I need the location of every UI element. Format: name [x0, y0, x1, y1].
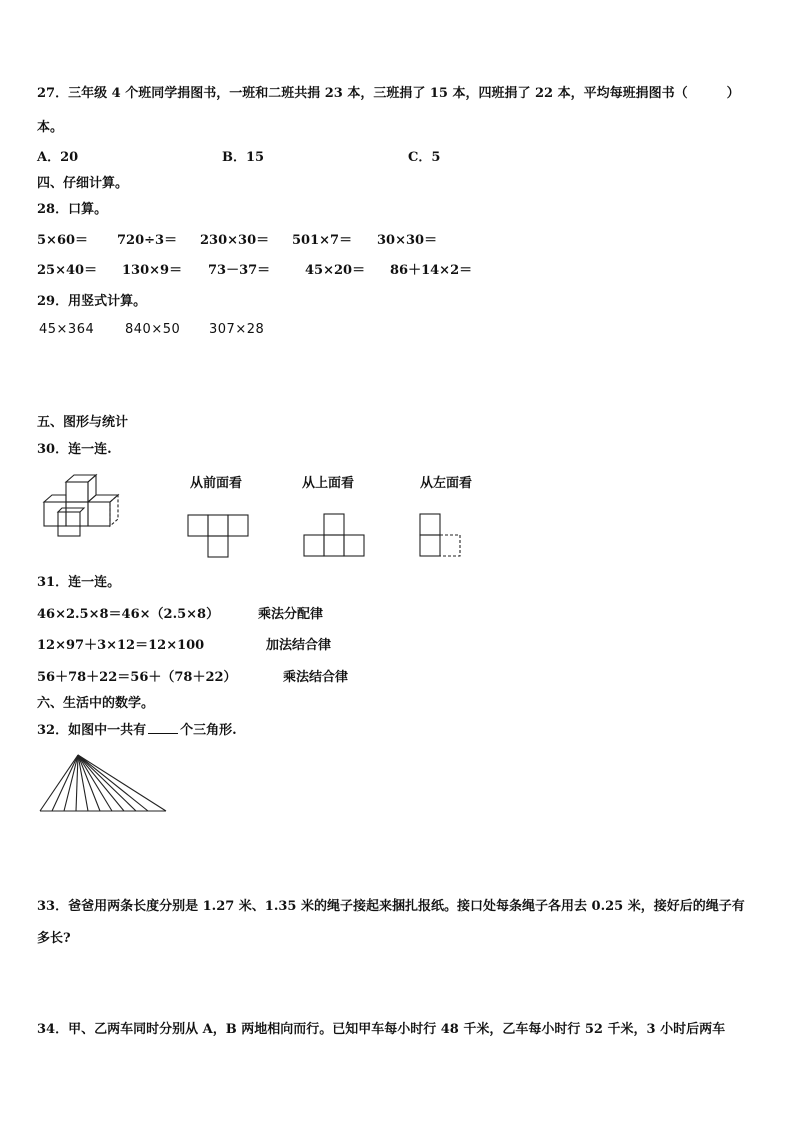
section6-heading: 六、生活中的数学。	[37, 696, 155, 711]
q27-option-a[interactable]: A．20	[37, 150, 79, 165]
q31-right-1[interactable]: 乘法分配律	[258, 607, 324, 622]
q27-option-b[interactable]: B．15	[222, 150, 265, 165]
q31-title: 31．连一连。	[37, 575, 121, 590]
q30-view-top-label: 从上面看	[302, 476, 355, 491]
q28-r2-c3: 73－37＝	[208, 263, 271, 278]
q28-r2-c4: 45×20＝	[305, 263, 366, 278]
cube-stack-figure	[40, 470, 140, 540]
q32-suffix: 个三角形.	[180, 723, 237, 738]
q31-left-1[interactable]: 46×2.5×8＝46×（2.5×8）	[37, 607, 220, 622]
q27-line2: 本。	[37, 120, 64, 135]
q31-left-2[interactable]: 12×97＋3×12＝12×100	[37, 638, 205, 653]
q29-item-1: 45×364	[39, 322, 95, 337]
q32-answer-blank[interactable]	[148, 721, 178, 734]
q27-line1: 27．三年级 4 个班同学捐图书，一班和二班共捐 23 本，三班捐了 15 本，四班捐了 22 本，平均每班捐图书（ ）	[37, 86, 740, 101]
q28-r1-c2: 720÷3＝	[117, 233, 178, 248]
triangle-fan-figure	[38, 753, 170, 813]
q33-line2: 多长?	[37, 931, 71, 946]
q29-item-2: 840×50	[125, 322, 181, 337]
q32-question	[37, 719, 237, 738]
q30-view-left-label: 从左面看	[420, 476, 473, 491]
front-view-figure	[188, 515, 252, 559]
q28-r1-c1: 5×60＝	[37, 233, 89, 248]
q28-r2-c1: 25×40＝	[37, 263, 98, 278]
q28-r2-c5: 86＋14×2＝	[390, 263, 473, 278]
q31-right-3[interactable]: 乘法结合律	[283, 670, 349, 685]
q28-r1-c4: 501×7＝	[292, 233, 353, 248]
q33-line1: 33．爸爸用两条长度分别是 1.27 米、1.35 米的绳子接起来捆扎报纸。接口处每条绳子各用去 0.25 米，接好后的绳子有	[37, 899, 745, 914]
q29-item-3: 307×28	[209, 322, 265, 337]
q31-right-2[interactable]: 加法结合律	[266, 638, 332, 653]
q28-r1-c5: 30×30＝	[377, 233, 438, 248]
q28-r1-c3: 230×30＝	[200, 233, 270, 248]
q29-title: 29．用竖式计算。	[37, 294, 147, 309]
q30-title: 30．连一连.	[37, 442, 112, 457]
q31-left-3[interactable]: 56＋78＋22＝56＋（78＋22）	[37, 670, 237, 685]
left-view-figure	[420, 514, 470, 558]
q34-line1: 34．甲、乙两车同时分别从 A，B 两地相向而行。已知甲车每小时行 48 千米，乙车每小时行 52 千米，3 小时后两车	[37, 1022, 726, 1037]
top-view-figure	[304, 514, 368, 558]
section4-heading: 四、仔细计算。	[37, 176, 129, 191]
q27-option-c[interactable]: C．5	[408, 150, 441, 165]
q28-r2-c2: 130×9＝	[122, 263, 183, 278]
q28-title: 28．口算。	[37, 202, 108, 217]
q30-view-front-label: 从前面看	[190, 476, 243, 491]
q32-prefix: 32．如图中一共有	[37, 723, 147, 738]
section5-heading: 五、图形与统计	[37, 415, 129, 430]
